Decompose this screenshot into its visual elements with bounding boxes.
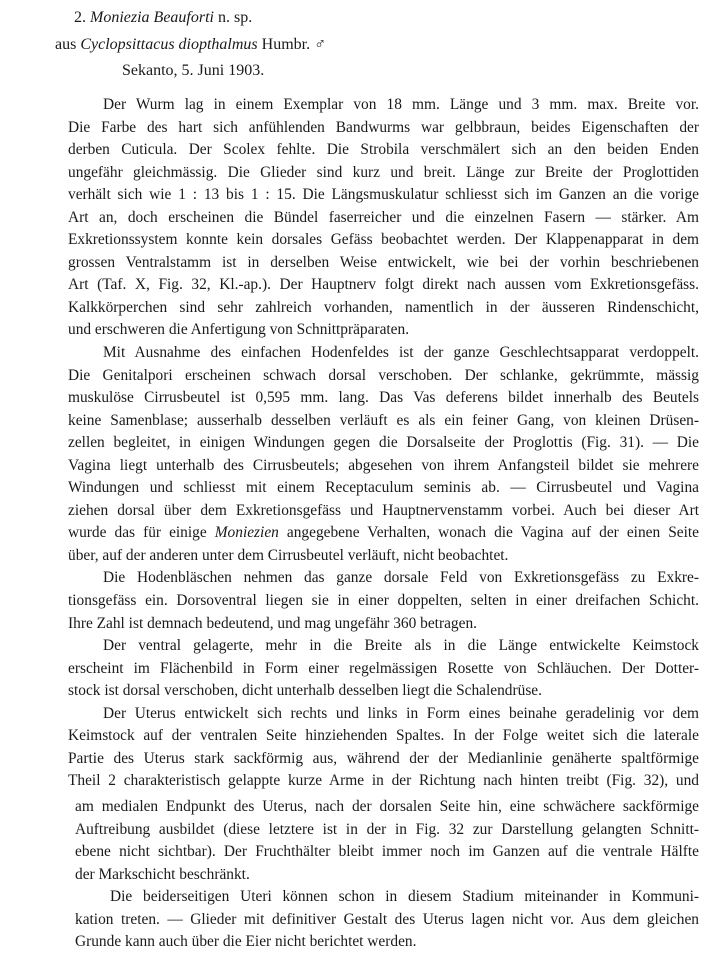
paragraph: [68, 342, 699, 567]
text-segment: Sekanto, 5. Juni 1903.: [122, 62, 265, 79]
text-line: Der Uterus entwickelt sich rechts und links in Form eines beinahe geradelinig vor dem: [103, 704, 699, 722]
text-line: Der ventral gelagerte, mehr in die Breite als in die Länge entwickelte Keimstock: [103, 637, 699, 655]
text-line: muskulöse Cirrusbeutel ist 0,595 mm. lang. Das Vas deferens bildet innerhalb des Beutels: [68, 389, 699, 407]
text-line: Die Genitalpori erscheinen schwach dorsal verschoben. Der schlanke, gekrümmte, mässig: [68, 366, 699, 384]
text-line: Theil 2 charakteristisch gelappte kurze Arme in der Richtung nach hinten treibt (Fig. 32), und: [68, 772, 699, 790]
paragraph: [68, 635, 699, 703]
body-text-block-2: [75, 796, 699, 954]
host-line: [55, 36, 326, 54]
text-segment: 2.: [74, 9, 90, 26]
text-line: kation treten. — Glieder mit definitiver Gestalt des Uterus lagen nicht vor. Aus dem gleichen: [75, 910, 699, 928]
text-segment: n. sp.: [213, 9, 253, 26]
paragraph: [75, 886, 699, 954]
text-line: [68, 522, 699, 545]
text-segment: aus: [55, 36, 81, 53]
locality-date-line: [122, 62, 264, 80]
text-line: grossen Ventralstamm ist in derselben Weise entwickelt, wie bei der vorhin beschriebenen: [68, 253, 699, 271]
italic-taxon-name: Cyclopsittacus diopthalmus: [80, 36, 258, 53]
species-heading: [74, 9, 252, 27]
text-line: Auftreibung ausbildet (diese letztere ist in der in Fig. 32 zur Darstellung gelangten Schnitt-: [75, 820, 699, 838]
paragraph: [68, 94, 699, 342]
text-line: Ihre Zahl ist demnach bedeutend, und mag ungefähr 360 betragen.: [68, 614, 477, 632]
text-line: keine Samenblase; ausserhalb desselben verläuft es als ein feiner Gang, von kleinen Drüsen-: [68, 411, 699, 429]
text-line: verhält sich wie 1 : 13 bis 1 : 15. Die Längsmuskulatur schliesst sich im Ganzen an die vorige: [68, 186, 699, 204]
text-line: erscheint im Flächenbild in Form einer regelmässigen Rosette von Schläuchen. Der Dotter-: [68, 659, 699, 677]
text-line: derben Cuticula. Der Scolex fehlte. Die Strobila verschmälert sich an den beiden Enden: [68, 141, 699, 159]
text-line: stock ist dorsal verschoben, dicht unterhalb desselben liegt die Schalendrüse.: [68, 682, 542, 700]
text-line: Windungen und schliesst mit einem Receptaculum seminis ab. — Cirrusbeutel und Vagina: [68, 479, 699, 497]
text-segment: wurde das für einige: [68, 524, 215, 542]
text-line: Der Wurm lag in einem Exemplar von 18 mm. Länge und 3 mm. max. Breite vor.: [103, 96, 699, 113]
italic-taxon-name: Moniezia Beauforti: [90, 9, 214, 26]
italic-taxon-name: Moniezien: [214, 524, 279, 542]
text-line: Die Hodenbläschen nehmen das ganze dorsale Feld von Exkretionsgefäss zu Exkre-: [103, 569, 699, 587]
text-line: am medialen Endpunkt des Uterus, nach der dorsalen Seite hin, eine schwächere sackförmige: [75, 798, 699, 815]
text-line: Die beiderseitigen Uteri können schon in diesem Stadium miteinander in Kommuni-: [110, 888, 699, 906]
text-line: Art (Taf. X, Fig. 32, Kl.-ap.). Der Hauptnerv folgt direkt nach aussen vom Exkretionsgefäss.: [68, 276, 699, 294]
paragraph: [68, 703, 699, 793]
text-line: über, auf der anderen unter dem Cirrusbeutel verläuft, nicht beobachtet.: [68, 546, 509, 564]
text-line: ziehen dorsal über dem Exkretionsgefäss und Hauptnervenstamm vorbei. Auch bei dieser Art: [68, 501, 699, 519]
text-line: Exkretionssystem konnte kein dorsales Gefäss beobachtet werden. Der Klappenapparat in dem: [68, 231, 699, 249]
text-line: Die Farbe des hart sich anfühlenden Bandwurms war gelbbraun, beides Eigenschaften der: [68, 118, 699, 136]
paragraph: [68, 567, 699, 635]
text-line: und erschweren die Anfertigung von Schnittpräparaten.: [68, 321, 410, 339]
body-text-block-1: [68, 94, 699, 793]
text-line: Art an, doch erscheinen die Bündel faserreicher und die einzelnen Fasern — stärker. Am: [68, 208, 699, 226]
text-line: Mit Ausnahme des einfachen Hodenfeldes ist der ganze Geschlechtsapparat verdoppelt.: [103, 344, 699, 362]
text-line: tionsgefäss ein. Dorsoventral liegen sie in einer doppelten, selten in einer dreifachen Schicht.: [68, 592, 699, 610]
text-line: Vagina liegt unterhalb des Cirrusbeutels; abgesehen von ihrem Anfangsteil bildet sie mehrere: [68, 456, 699, 474]
text-line: zellen begleitet, in einigen Windungen gegen die Dorsalseite der Proglottis (Fig. 31). — Die: [68, 434, 699, 452]
text-segment: Humbr. ♂: [257, 36, 327, 53]
text-line: Keimstock auf der ventralen Seite hinziehenden Spaltes. In der Folge weitet sich die laterale: [68, 727, 699, 745]
text-line: Grunde kann auch über die Eier nicht berichtet werden.: [75, 933, 417, 951]
text-line: Kalkkörperchen sind sehr zahlreich vorhanden, namentlich in der äusseren Rindenschicht,: [68, 298, 699, 316]
text-segment: angegebene Verhalten, wonach die Vagina auf der einen Seite: [278, 524, 699, 542]
text-line: ungefähr gleichmässig. Die Glieder sind kurz und breit. Länge zur Breite der Proglottiden: [68, 163, 699, 181]
text-line: ebene nicht sichtbar). Der Fruchthälter bleibt immer noch im Ganzen auf die ventrale Hälfte: [75, 843, 699, 861]
paragraph: [75, 796, 699, 886]
text-line: der Markschicht beschränkt.: [75, 865, 250, 883]
text-line: Partie des Uterus stark sackförmig aus, während der der Medianlinie genäherte spaltförmige: [68, 749, 699, 767]
